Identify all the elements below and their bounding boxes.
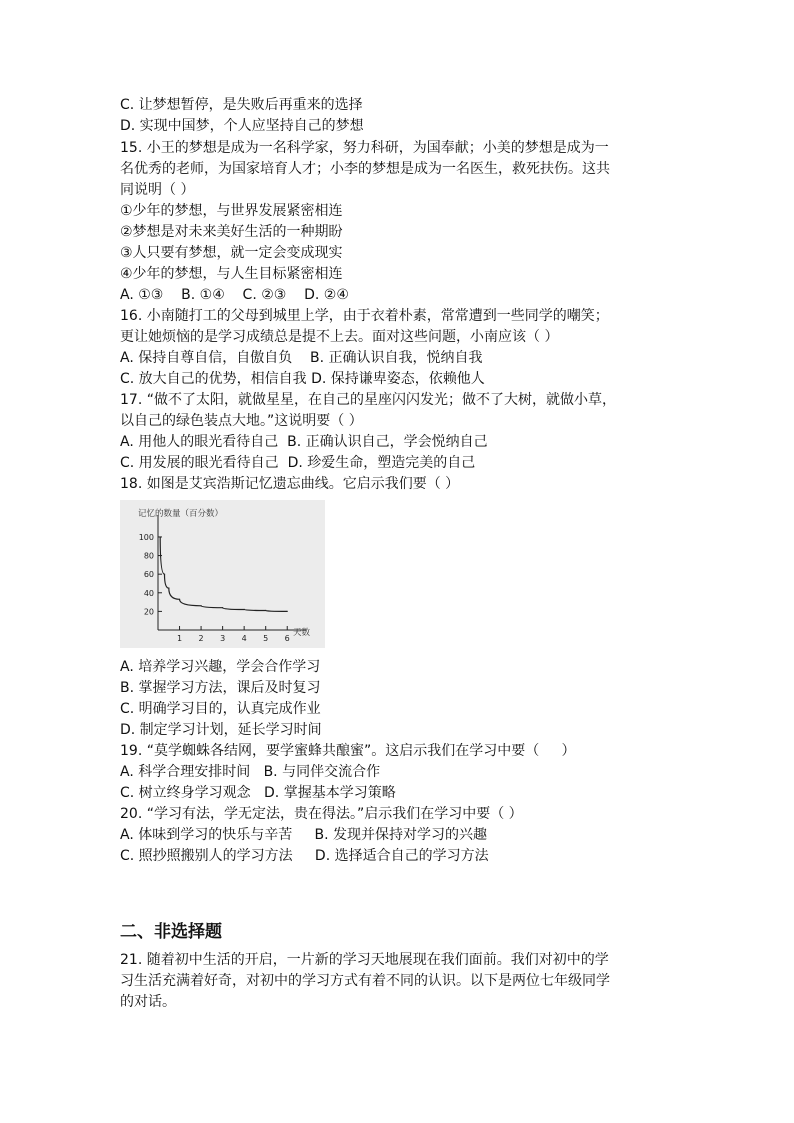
text-line: 17. “做不了太阳，就做星星，在自己的星座闪闪发光；做不了大树，就做小草， [120, 392, 616, 408]
forgetting-curve-chart [120, 500, 325, 648]
x-tick-label: 2 [198, 634, 204, 643]
curve-point [164, 574, 165, 575]
text-line: C. 让梦想暂停，是失败后再重来的选择 [120, 97, 363, 113]
text-line: A. ①③ B. ①④ C. ②③ D. ②④ [120, 287, 349, 303]
text-line: 20. “学习有法，学无定法，贵在得法。”启示我们在学习中要（ ） [120, 806, 523, 822]
curve-point [200, 605, 201, 606]
text-line: ②梦想是对未来美好生活的一种期盼 [120, 224, 343, 240]
y-tick-label: 20 [143, 607, 154, 617]
text-line: D. 制定学习计划，延长学习时间 [120, 722, 322, 738]
text-line: 19. “莫学蜘蛛各结网，要学蜜蜂共酿蜜”。这启示我们在学习中要（ ） [120, 743, 576, 759]
curve-point [160, 536, 161, 537]
text-line: C. 放大自己的优势，相信自我 D. 保持谦卑姿态，依赖他人 [120, 371, 485, 387]
x-tick-label: 6 [284, 634, 290, 643]
text-line: 名优秀的老师，为国家培育人才；小李的梦想是成为一名医生，救死扶伤。这共 [120, 161, 610, 177]
text-line: ③人只要有梦想，就一定会变成现实 [120, 245, 343, 261]
section-title: 二、非选择题 [120, 922, 222, 942]
curve-point [179, 599, 180, 600]
text-line: ①少年的梦想，与世界发展紧密相连 [120, 203, 343, 219]
chart-title: 记忆的数量（百分数） [138, 509, 224, 519]
text-line: A. 体味到学习的快乐与辛苦 B. 发现并保持对学习的兴趣 [120, 827, 487, 843]
text-line: A. 培养学习兴趣，学会合作学习 [120, 659, 321, 675]
curve-point [244, 609, 245, 610]
text-line: 21. 随着初中生活的开启，一片新的学习天地展现在我们面前。我们对初中的学 [120, 952, 609, 968]
curve-point [287, 611, 288, 612]
text-line: B. 掌握学习方法，课后及时复习 [120, 680, 321, 696]
text-line: 16. 小南随打工的父母到城里上学，由于衣着朴素，常常遭到一些同学的嘲笑； [120, 308, 609, 324]
text-line: 习生活充满着好奇，对初中的学习方式有着不同的认识。以下是两位七年级同学 [120, 973, 610, 989]
text-line: C. 明确学习目的，认真完成作业 [120, 701, 321, 717]
text-line: D. 实现中国梦，个人应坚持自己的梦想 [120, 118, 364, 134]
text-line: 以自己的绿色装点大地。”这说明要（ ） [120, 413, 363, 429]
x-tick-label: 3 [220, 634, 226, 643]
text-line: 同说明（ ） [120, 182, 195, 198]
text-line: 18. 如图是艾宾浩斯记忆遗忘曲线。它启示我们要（ ） [120, 476, 460, 492]
curve-point [265, 610, 266, 611]
x-axis-label: 天数 [293, 628, 311, 638]
y-tick-label: 60 [143, 570, 154, 580]
text-line: C. 树立终身学习观念 D. 掌握基本学习策略 [120, 785, 396, 801]
y-tick-label: 100 [138, 532, 154, 542]
y-tick-label: 40 [143, 588, 154, 598]
x-tick-label: 1 [176, 634, 183, 643]
text-line: C. 照抄照搬别人的学习方法 D. 选择适合自己的学习方法 [120, 848, 489, 864]
forgetting-curve-line [160, 537, 287, 611]
text-line: 更让她烦恼的是学习成绩总是提不上去。面对这些问题，小南应该（ ） [120, 329, 559, 345]
text-line: ④少年的梦想，与人生目标紧密相连 [120, 266, 343, 282]
curve-point [222, 607, 223, 608]
curve-point [168, 588, 169, 589]
text-line: A. 科学合理安排时间 B. 与同伴交流合作 [120, 764, 381, 780]
forgetting-curve-figure [120, 500, 325, 648]
y-tick-label: 80 [143, 551, 154, 561]
text-line: 15. 小王的梦想是成为一名科学家，努力科研，为国奉献；小美的梦想是成为一 [120, 140, 609, 156]
x-tick-label: 5 [263, 634, 269, 643]
text-line: A. 保持自尊自信，自傲自负 B. 正确认识自我，悦纳自我 [120, 350, 483, 366]
text-line: 的对话。 [120, 994, 176, 1010]
x-tick-label: 4 [241, 634, 247, 643]
text-line: A. 用他人的眼光看待自己 B. 正确认识自己，学会悦纳自己 [120, 434, 488, 450]
text-line: C. 用发展的眼光看待自己 D. 珍爱生命，塑造完美的自己 [120, 455, 476, 471]
